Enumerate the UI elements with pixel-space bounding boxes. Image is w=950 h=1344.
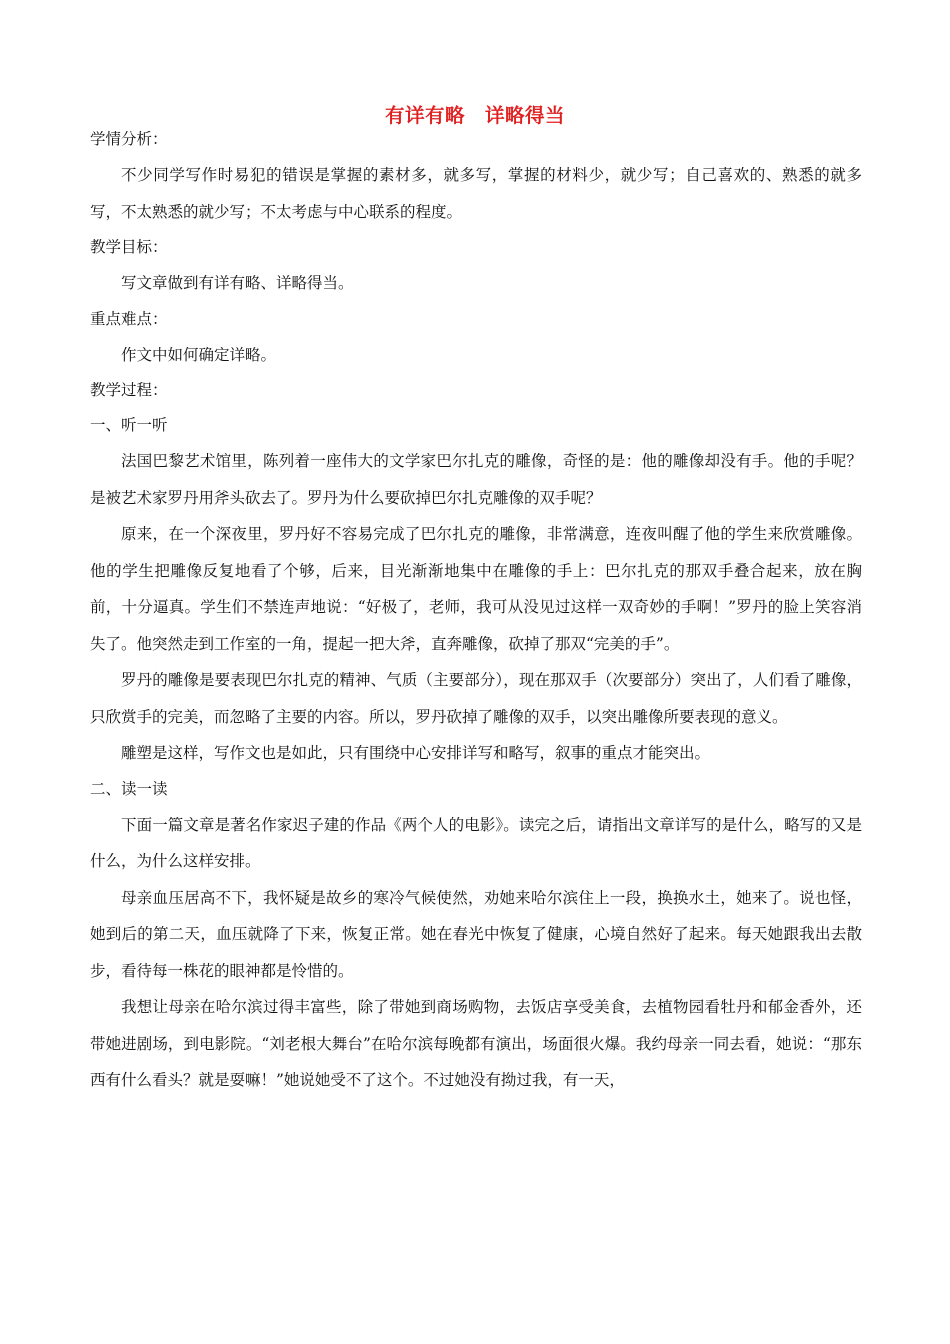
paragraph: 原来，在一个深夜里，罗丹好不容易完成了巴尔扎克的雕像，非常满意，连夜叫醒了他的学生来欣赏雕像。他的学生把雕像反复地看了个够，后来，目光渐渐地集中在雕像的手上：巴尔扎克的那双手叠合起来，放在胸前，十分逼真。学生们不禁连声地说：“好极了，老师，我可从没见过这样一双奇妙的手啊！”罗丹的脸上笑容消失了。他突然走到工作室的一角，提起一把大斧，直奔雕像，砍掉了那双“完美的手”。 bbox=[90, 525, 862, 653]
section-heading: 教学过程： bbox=[90, 381, 168, 399]
paragraph: 我想让母亲在哈尔滨过得丰富些，除了带她到商场购物，去饭店享受美食，去植物园看牡丹和郁金香外，还带她进剧场，到电影院。“刘老根大舞台”在哈尔滨每晚都有演出，场面很火爆。我约母亲一同去看，她说：“那东西有什么看头？就是耍嘛！”她说她受不了这个。不过她没有拗过我，有一天， bbox=[90, 998, 862, 1089]
paragraph: 罗丹的雕像是要表现巴尔扎克的精神、气质（主要部分），现在那双手（次要部分）突出了，人们看了雕像，只欣赏手的完美，而忽略了主要的内容。所以，罗丹砍掉了雕像的双手，以突出雕像所要表现的意义。 bbox=[90, 671, 862, 726]
section-heading: 二、读一读 bbox=[90, 779, 168, 798]
section-heading: 学情分析： bbox=[90, 130, 168, 148]
paragraph: 写文章做到有详有略、详略得当。 bbox=[121, 274, 354, 292]
paragraph: 作文中如何确定详略。 bbox=[121, 345, 277, 364]
paragraph: 母亲血压居高不下，我怀疑是故乡的寒冷气候使然，劝她来哈尔滨住上一段，换换水土，她来了。说也怪，她到后的第二天，血压就降了下来，恢复正常。她在春光中恢复了健康，心境自然好了起来。每天她跟我出去散步，看待每一株花的眼神都是怜惜的。 bbox=[90, 888, 862, 980]
section-heading: 一、听一听 bbox=[90, 416, 168, 434]
paragraph: 法国巴黎艺术馆里，陈列着一座伟大的文学家巴尔扎克的雕像，奇怪的是：他的雕像却没有手。他的手呢？是被艺术家罗丹用斧头砍去了。罗丹为什么要砍掉巴尔扎克雕像的双手呢？ bbox=[90, 452, 862, 507]
paragraph: 雕塑是这样，写作文也是如此，只有围绕中心安排详写和略写，叙事的重点才能突出。 bbox=[121, 744, 711, 762]
paragraph: 不少同学写作时易犯的错误是掌握的素材多，就多写，掌握的材料少，就少写；自己喜欢的、熟悉的就多写，不太熟悉的就少写；不太考虑与中心联系的程度。 bbox=[90, 166, 862, 221]
document-title: 有详有略 详略得当 bbox=[384, 104, 565, 127]
section-heading: 教学目标： bbox=[90, 238, 168, 256]
section-heading: 重点难点： bbox=[90, 309, 168, 328]
document-body bbox=[90, 122, 862, 1099]
paragraph: 下面一篇文章是著名作家迟子建的作品《两个人的电影》。读完之后，请指出文章详写的是什么，略写的又是什么，为什么这样安排。 bbox=[90, 815, 862, 870]
